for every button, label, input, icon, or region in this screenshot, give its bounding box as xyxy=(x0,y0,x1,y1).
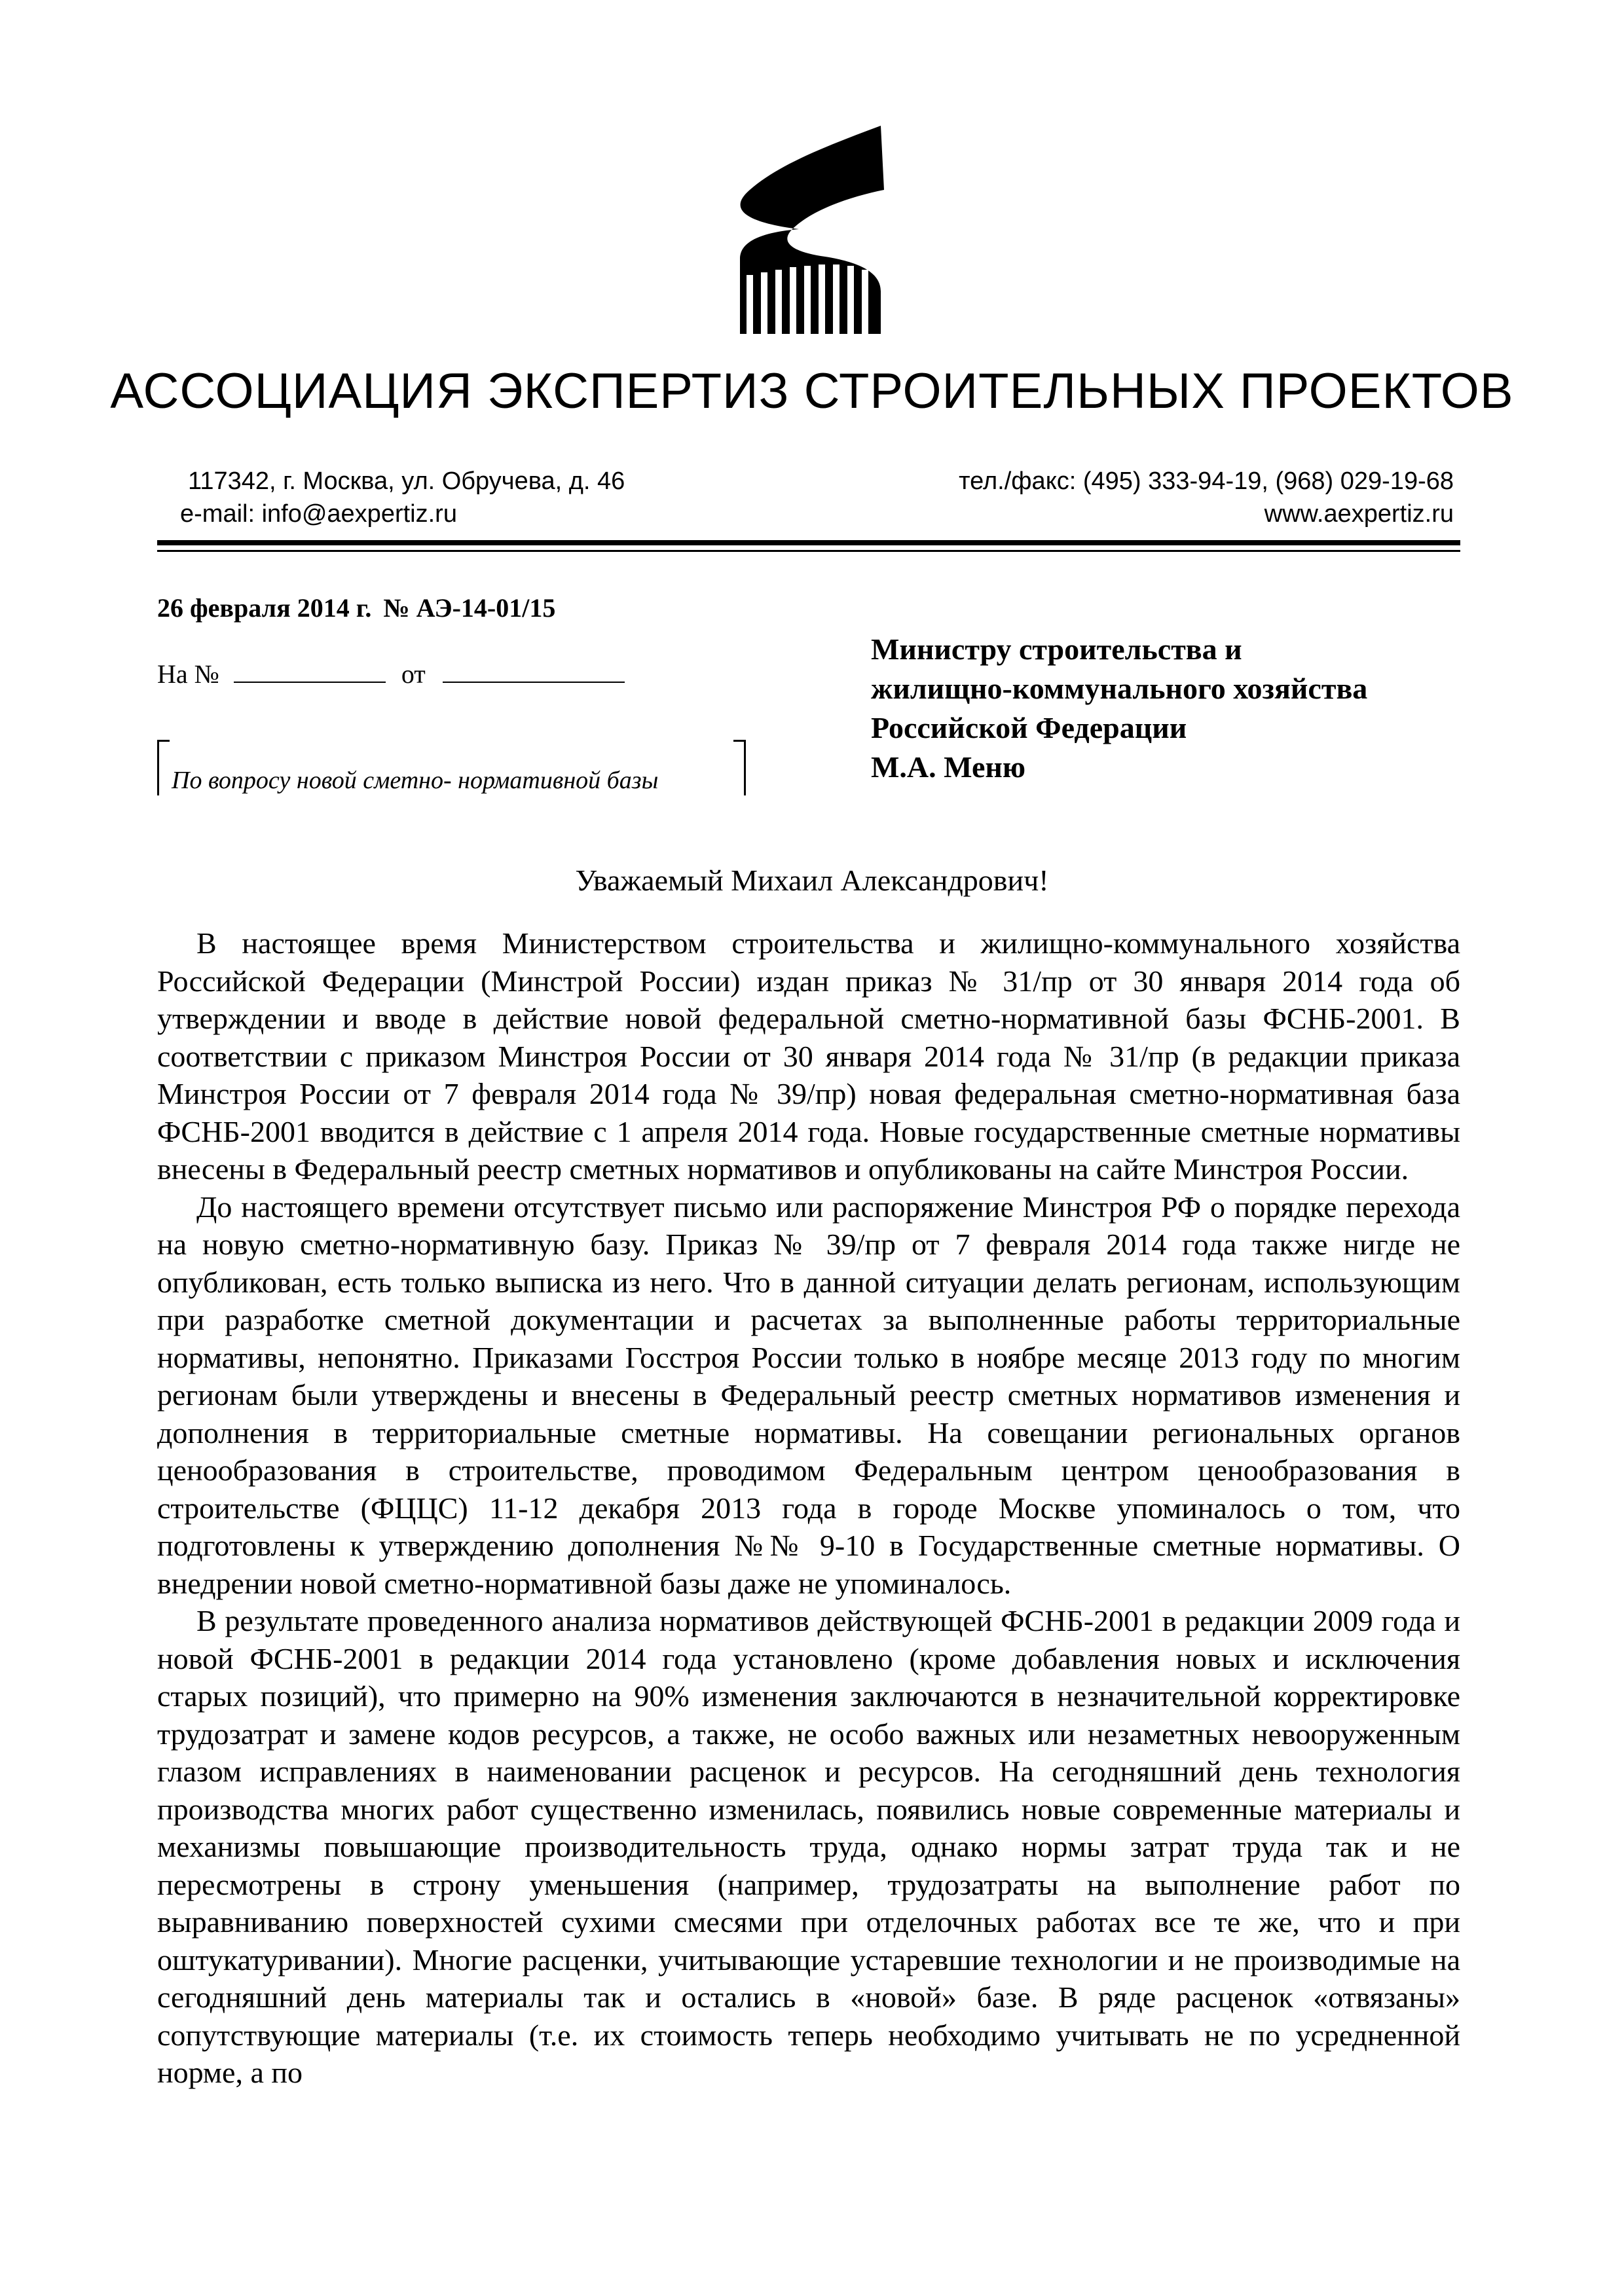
address: 117342, г. Москва, ул. Обручева, д. 46 xyxy=(188,467,625,495)
addressee-line: жилищно-коммунального хозяйства xyxy=(871,672,1368,705)
from-label: от xyxy=(401,659,426,689)
addressee-block xyxy=(871,630,1367,787)
subject-text: По вопросу новой сметно- нормативной базы xyxy=(172,767,659,794)
header-divider-thick xyxy=(157,540,1460,545)
addressee-line: М.А. Меню xyxy=(871,750,1026,784)
reply-number-blank xyxy=(234,658,386,683)
subject-bracket-left xyxy=(157,740,170,795)
body-paragraph: В настоящее время Министерством строительства и жилищно-коммунального хозяйства Российской Федерации (Минстрой России) издан приказ № 31/пр от 30 января 2014 года об утверждении и вводе в действие новой федеральной сметно-нормативной базы ФСНБ-2001. В соответствии с приказом Минстроя России от 30 января 2014 года № 31/пр (в редакции приказа Минстроя России от 7 февраля 2014 года № 39/пр) новая федеральная сметно-нормативная база ФСНБ-2001 вводится в действие с 1 апреля 2014 года. Новые государственные сметные нормативы внесены в Федеральный реестр сметных нормативов и опубликованы на сайте Минстроя России. xyxy=(157,926,1460,1186)
phone-fax: тел./факс: (495) 333-94-19, (968) 029-19-68 xyxy=(959,467,1454,495)
letter-number: № АЭ-14-01/15 xyxy=(383,593,556,623)
association-logo xyxy=(720,118,904,340)
header-divider-thin xyxy=(157,550,1460,552)
organization-name: АССОЦИАЦИЯ ЭКСПЕРТИЗ СТРОИТЕЛЬНЫХ ПРОЕКТОВ xyxy=(110,363,1514,419)
letter-body xyxy=(157,924,1460,2092)
letterhead-contacts xyxy=(180,465,1454,530)
reply-reference xyxy=(157,658,625,689)
addressee-line: Российской Федерации xyxy=(871,711,1187,744)
body-paragraph: В результате проведенного анализа нормативов действующей ФСНБ-2001 в редакции 2009 года и новой ФСНБ-2001 в редакции 2014 года установлено (кроме добавления новых и исключения старых позиций), что примерно на 90% изменения заключаются в незначительной корректировке трудозатрат и замене кодов ресурсов, а также, не особо важных или незаметных невооруженным глазом исправлениях в наименовании расценок и ресурсов. На сегодняшний день технология производства многих работ существенно изменилась, появились новые современные материалы и механизмы повышающие производительность труда, однако нормы затрат труда так и не пересмотрены в строну уменьшения (например, трудозатраты на выполнение работ по выравниванию поверхностей сухими смесями при отделочных работах все те же, что и при оштукатуривании). Многие расценки, учитывающие устаревшие технологии и не производимые на сегодняшний день материалы так и остались в «новой» базе. В ряде расценок «отвязаны» сопутствующие материалы (т.е. их стоимость теперь необходимо учитывать не по усредненной норме, а по xyxy=(157,1604,1460,2089)
addressee-line: Министру строительства и xyxy=(871,632,1242,666)
subject-bracket-right xyxy=(733,740,746,795)
subject-block xyxy=(157,740,747,795)
letter-reference xyxy=(157,592,555,623)
email-link[interactable]: e-mail: info@aexpertiz.ru xyxy=(180,500,457,528)
letter-date: 26 февраля 2014 г. xyxy=(157,593,372,623)
reply-date-blank xyxy=(443,658,625,683)
reply-to-label: На № xyxy=(157,659,219,689)
website-link[interactable]: www.aexpertiz.ru xyxy=(1264,500,1454,528)
body-paragraph: До настоящего времени отсутствует письмо или распоряжение Минстроя РФ о порядке перехода на новую сметно-нормативную базу. Приказ № 39/пр от 7 февраля 2014 года также нигде не опубликован, есть только выписка из него. Что в данной ситуации делать регионам, использующим при разработке сметной документации и расчетах за выполненные работы территориальные нормативы, непонятно. Приказами Госстроя России только в ноябре месяце 2013 году по многим регионам были утверждены и внесены в Федеральный реестр сметных нормативов изменения и дополнения в территориальные сметные нормативы. На совещании региональных органов ценообразования в строительстве, проводимом Федеральным центром ценообразования в строительстве (ФЦЦС) 11-12 декабря 2013 года в городе Москве упоминалось о том, что подготовлены к утверждению дополнения №№ 9-10 в Государственные сметные нормативы. О внедрении новой сметно-нормативной базы даже не упоминалось. xyxy=(157,1190,1460,1600)
greeting: Уважаемый Михаил Александрович! xyxy=(575,864,1049,897)
